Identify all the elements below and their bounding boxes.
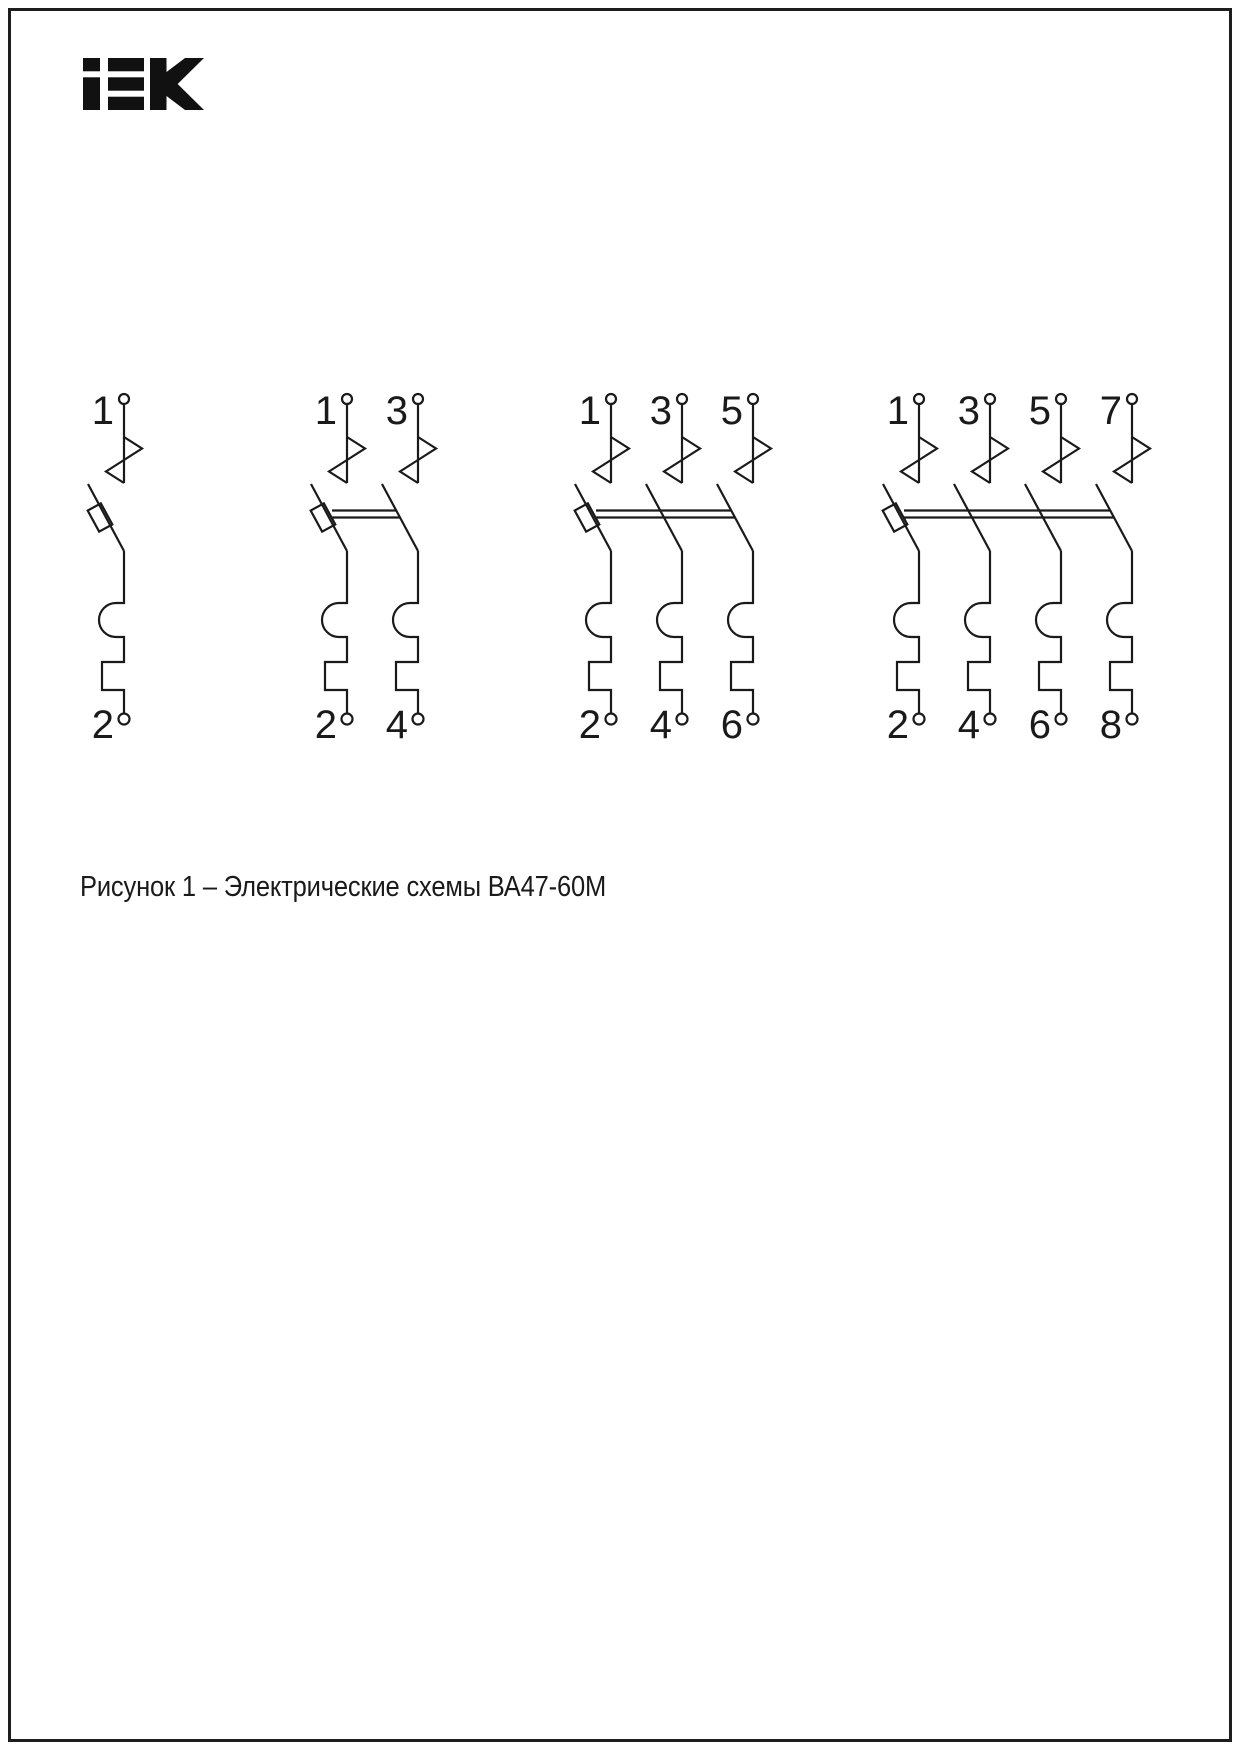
terminal-circle-top <box>985 394 995 404</box>
terminal-number-bottom: 4 <box>385 703 408 747</box>
terminal-number-top: 3 <box>957 389 980 433</box>
terminal-circle-bottom <box>914 714 925 725</box>
release-coil-line <box>965 551 990 714</box>
terminal-number-top: 1 <box>314 389 337 433</box>
pole <box>575 389 629 747</box>
diagram-2-pole <box>311 389 436 747</box>
terminal-number-bottom: 4 <box>649 703 672 747</box>
terminal-circle-top <box>1056 394 1066 404</box>
release-coil-line <box>322 551 347 714</box>
logo-i-stem <box>83 77 100 110</box>
terminal-number-top: 7 <box>1099 389 1122 433</box>
terminal-circle-bottom <box>413 714 424 725</box>
contact-blade-line <box>88 484 124 551</box>
release-coil-line <box>1107 551 1132 714</box>
figure-caption: Рисунок 1 – Электрические схемы ВА47-60М <box>80 871 607 903</box>
pole <box>1096 389 1150 747</box>
release-coil-line <box>1036 551 1061 714</box>
iek-logo <box>83 58 204 110</box>
terminal-circle-top <box>606 394 616 404</box>
diagram-3-pole <box>575 389 771 747</box>
schematics-figure <box>0 330 1240 760</box>
terminal-circle-top <box>1127 394 1137 404</box>
release-coil-line <box>728 551 753 714</box>
pole <box>717 389 771 747</box>
pole <box>311 389 365 747</box>
terminal-number-bottom: 6 <box>720 703 743 747</box>
terminal-circle-top <box>677 394 687 404</box>
terminal-circle-bottom <box>1127 714 1138 725</box>
pole <box>646 389 700 747</box>
terminal-circle-bottom <box>1056 714 1067 725</box>
logo-e-bar <box>108 97 144 110</box>
terminal-number-bottom: 2 <box>886 703 909 747</box>
terminal-number-top: 5 <box>1028 389 1051 433</box>
terminal-number-top: 1 <box>91 389 114 433</box>
pole <box>88 389 142 747</box>
terminal-number-bottom: 2 <box>578 703 601 747</box>
terminal-circle-bottom <box>677 714 688 725</box>
release-coil-line <box>894 551 919 714</box>
logo-i-dot <box>83 58 100 71</box>
terminal-number-top: 3 <box>649 389 672 433</box>
terminal-circle-top <box>342 394 352 404</box>
release-coil-line <box>657 551 682 714</box>
terminal-number-bottom: 4 <box>957 703 980 747</box>
pole <box>883 389 937 747</box>
logo-k-lower-arm <box>167 73 205 110</box>
terminal-circle-top <box>914 394 924 404</box>
terminal-number-bottom: 6 <box>1028 703 1051 747</box>
terminal-circle-bottom <box>342 714 353 725</box>
terminal-number-top: 5 <box>720 389 743 433</box>
diagram-1-pole <box>88 389 142 747</box>
terminal-number-top: 1 <box>886 389 909 433</box>
release-coil-line <box>586 551 611 714</box>
terminal-circle-top <box>413 394 423 404</box>
terminal-circle-top <box>119 394 129 404</box>
release-coil-line <box>99 551 124 714</box>
terminal-circle-bottom <box>606 714 617 725</box>
logo-k-stem <box>150 58 167 110</box>
terminal-number-bottom: 8 <box>1099 703 1122 747</box>
terminal-circle-bottom <box>985 714 996 725</box>
terminal-number-top: 3 <box>385 389 408 433</box>
terminal-number-bottom: 2 <box>91 703 114 747</box>
release-coil-line <box>393 551 418 714</box>
pole <box>1025 389 1079 747</box>
diagram-4-pole <box>883 389 1150 747</box>
logo-e-bar <box>108 58 144 71</box>
logo-e-bar <box>108 77 144 90</box>
terminal-number-top: 1 <box>578 389 601 433</box>
terminal-circle-top <box>748 394 758 404</box>
pole <box>954 389 1008 747</box>
pole <box>382 389 436 747</box>
terminal-circle-bottom <box>748 714 759 725</box>
terminal-circle-bottom <box>119 714 130 725</box>
terminal-number-bottom: 2 <box>314 703 337 747</box>
